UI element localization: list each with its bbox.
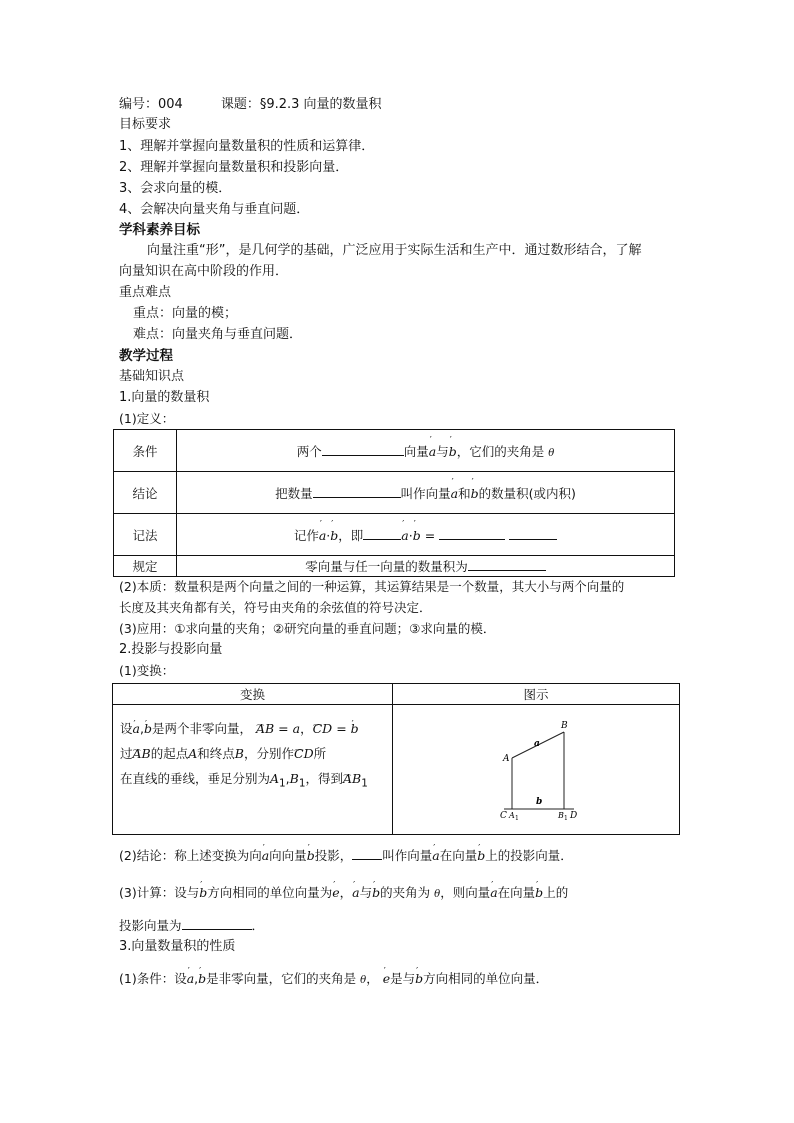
header-cell: 图示 [393,684,680,705]
row-label: 结论 [114,472,177,514]
header-line [119,96,382,114]
section1-title: 1.向量的数量积 [119,390,210,405]
goals-title: 目标要求 [119,117,172,132]
label-vec-a: a [534,739,540,749]
process-title: 教学过程 [119,348,173,364]
transform-line: 设′ a,′ b是两个非零向量， ⌢⌢ AB = a，⌢⌢ CD = ′ b [120,716,391,741]
literacy-text: 向量知识在高中阶段的作用． [119,264,289,279]
fill-blank[interactable] [468,557,546,571]
calc-text-2: 投影向量为 ． [119,918,265,933]
label-a: A [503,754,510,764]
row-label: 记法 [114,514,177,556]
goal-item: 4、会解决向量夹角与垂直问题． [119,202,310,217]
goal-item: 3、会求向量的模． [119,181,232,196]
essence-text: 长度及其夹角都有关，符号由夹角的余弦值的符号决定． [119,600,432,615]
label-b1-sub: 1 [564,815,568,822]
fill-blank[interactable] [363,526,401,540]
fill-blank[interactable] [509,526,557,540]
row-content: 两个 向量′ a与′ b，它们的夹角是 θ [177,430,675,472]
row-content: 把数量 叫作向量′ a和′ b的数量积(或内积) [177,472,675,514]
goal-item: 1、理解并掌握向量数量积的性质和运算律． [119,139,375,154]
transform-line: 过⌢⌢ AB的起点A和终点B，分别作⌢⌢ CD所 [120,741,391,766]
fill-blank[interactable] [313,484,401,498]
header-cell: 变换 [113,684,393,705]
difficult-point: 难点：向量夹角与垂直问题． [133,327,303,342]
row-content: 记作′ a·′ b，即′ a·′ b = [177,514,675,556]
use-text: (3)应用：①求向量的夹角；②研究向量的垂直问题；③求向量的模． [119,621,496,636]
literacy-title: 学科素养目标 [119,222,200,238]
label-vec-b: b [536,797,543,807]
key-point: 重点：向量的模； [133,306,238,321]
projection-table [112,683,680,835]
fill-blank[interactable] [182,916,252,930]
label-a1-sub: 1 [515,815,519,822]
figure-cell [393,705,680,835]
code-label: 编号：004 [119,97,183,112]
label-c: C [500,811,507,821]
definition-table [113,429,675,577]
fill-blank[interactable] [352,846,382,860]
transform-cell [113,705,393,835]
section1-def: (1)定义： [119,411,175,426]
row-label: 规定 [114,556,177,577]
conclusion-text: (2)结论：称上述变换为向′ a向向量′ b投影， 叫作向量′ a在向量′ b上的投影向量． [119,846,573,865]
essence-text: (2)本质：数量积是两个向量之间的一种运算，其运算结果是一个数量，其大小与两个向量的 [119,579,625,594]
section3-title: 3.向量数量积的性质 [119,939,236,954]
fill-blank[interactable] [322,442,404,456]
key-points-title: 重点难点 [119,285,172,300]
projection-diagram [394,706,678,830]
basics-title: 基础知识点 [119,369,185,384]
row-content: 零向量与任一向量的数量积为 [177,556,675,577]
calc-text: (3)计算：设与′ b方向相同的单位向量为′ e，′ a与′ b的夹角为 θ，则向量′ a在向量′ b上的 [119,884,568,904]
label-b1: B [558,811,564,820]
row-label: 条件 [114,430,177,472]
literacy-text: 向量注重“形”，是几何学的基础，广泛应用于实际生活和生产中．通过数形结合，了解 [147,243,642,258]
label-b: B [561,721,568,731]
transform-line: 在直线的垂线，垂足分别为$A_1,B_1$，得到⌢⌢ $AB_1$ [120,766,391,797]
section3-condition: (1)条件：设′ a,′ b是非零向量，它们的夹角是 θ， ′ e是与′ b方向相同的单位向量． [119,970,548,990]
goal-item: 2、理解并掌握向量数量积和投影向量． [119,160,349,175]
section2-title: 2.投影与投影向量 [119,642,223,657]
section2-sub: (1)变换： [119,663,175,678]
label-a1: A [509,811,515,820]
label-d: D [570,811,578,821]
topic-label: 课题：§9.2.3 向量的数量积 [220,97,382,112]
fill-blank[interactable] [439,526,505,540]
